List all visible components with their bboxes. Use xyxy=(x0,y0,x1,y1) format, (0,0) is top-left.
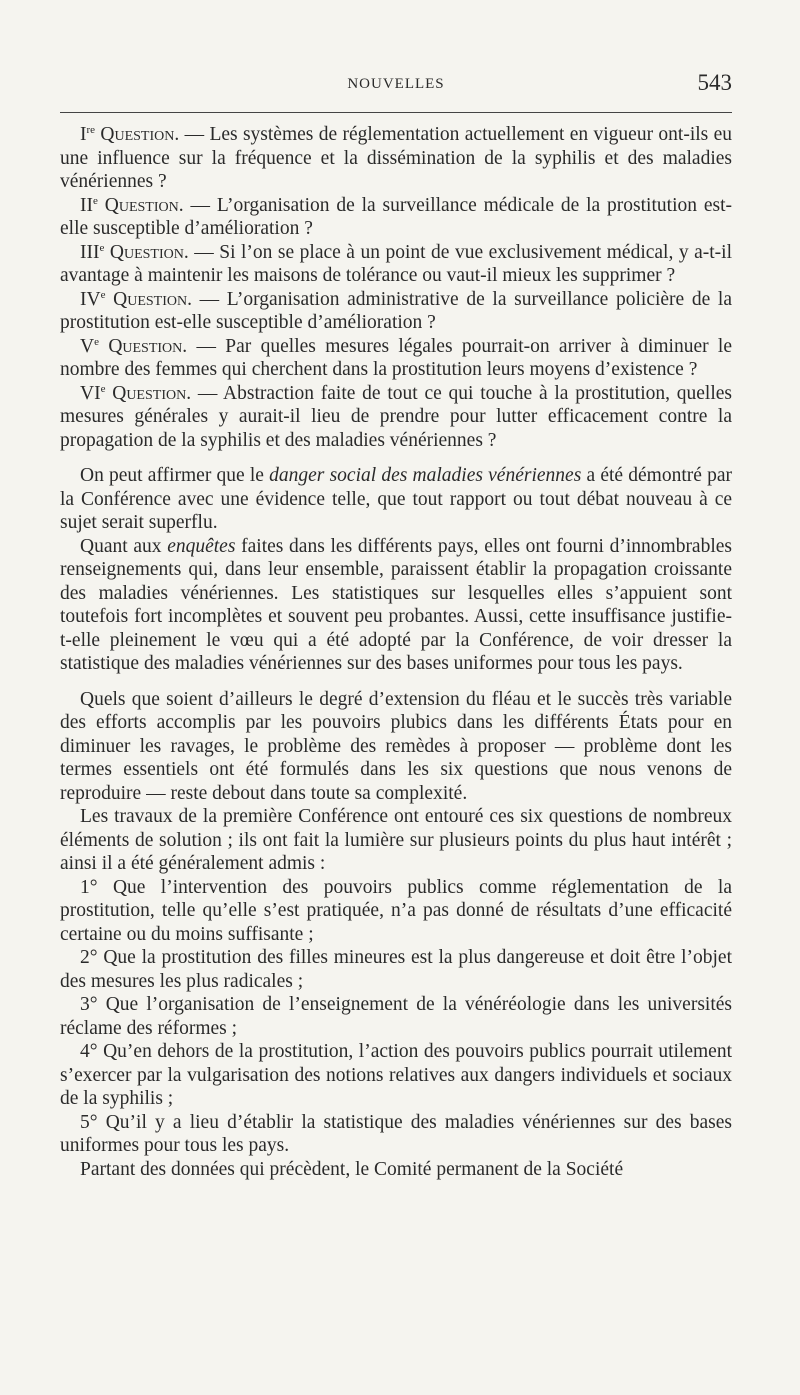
body-text xyxy=(60,123,732,1181)
point-4: 4° Qu’en dehors de la prostitution, l’action des pouvoirs publics pourrait utilement s’exercer par la vulgarisation des notions relatives aux dangers individuels et sociaux de la syphilis ; xyxy=(60,1041,732,1109)
paragraph-fleau: Quels que soient d’ailleurs le degré d’extension du fléau et le succès très variable des efforts accomplis par les pouvoirs plubics dans les différents États pour en diminuer les ravages, le problème des remèdes à proposer — problème dont les termes essentiels ont été formulés dans les six questions que nous venons de reproduire — reste debout dans toute sa complexité. xyxy=(60,688,732,804)
question-5: Ve Question. — Par quelles mesures légales pourrait-on arriver à diminuer le nombre des femmes qui cherchent dans la prostitution leurs moyens d’existence ? xyxy=(60,335,732,380)
question-1: Ire Question. — Les systèmes de réglementation actuellement en vigueur ont-ils eu une influence sur la fréquence et la dissémination de la syphilis et des maladies vénériennes ? xyxy=(60,124,733,192)
question-4: IVe Question. — L’organisation administrative de la surveillance policière de la prostitution est-elle susceptible d’amélioration ? xyxy=(60,288,733,333)
point-3: 3° Que l’organisation de l’enseignement de la vénéréologie dans les universités réclame des réformes ; xyxy=(60,994,732,1039)
running-head: NOUVELLES xyxy=(347,76,445,92)
question-2: IIe Question. — L’organisation de la surveillance médicale de la prostitution est-elle susceptible d’amélioration ? xyxy=(60,194,733,239)
question-3: IIIe Question. — Si l’on se place à un point de vue exclusivement médical, y a-t-il avantage à maintenir les maisons de tolérance ou vaut-il mieux les supprimer ? xyxy=(60,241,732,286)
header-rule xyxy=(60,112,732,113)
page-number: 543 xyxy=(697,70,732,95)
point-1: 1° Que l’intervention des pouvoirs publics comme réglementation de la prostitution, telle qu’elle s’est pratiquée, n’a pas donné de résultats d’une efficacité certaine ou du moins suffisante ; xyxy=(60,876,732,945)
question-6: VIe Question. — Abstraction faite de tout ce qui touche à la prostitution, quelles mesures générales y aurait-il lieu de prendre pour lutter efficacement contre la propagation de la syphilis et des maladies vénériennes ? xyxy=(60,382,732,451)
page-header xyxy=(60,70,732,100)
paragraph-comite: Partant des données qui précèdent, le Comité permanent de la Société xyxy=(80,1158,624,1180)
paragraph-enquetes: Quant aux enquêtes faites dans les différents pays, elles ont fourni d’innombrables renseignements qui, dans leur ensemble, paraissent établir la propagation croissante des maladies vénériennes. Les statistiques sur lesquelles elles s’appuient sont toutefois fort incomplètes et souvent peu probantes. Aussi, cette insuffisance justifie-t-elle pleinement le vœu qui a été adopté par la Conférence, de voir dresser la statistique des maladies vénériennes sur des bases uniformes pour tous les pays. xyxy=(60,535,732,674)
paragraph-danger-social: On peut affirmer que le danger social des maladies vénériennes a été démontré par la Conférence avec une évidence telle, que tout rapport ou tout débat nouveau à ce sujet serait superflu. xyxy=(60,465,732,533)
paragraph-travaux: Les travaux de la première Conférence ont entouré ces six questions de nombreux éléments de solution ; ils ont fait la lumière sur plusieurs points du plus haut intérêt ; ainsi il a été généralement admis : xyxy=(60,806,732,874)
point-5: 5° Qu’il y a lieu d’établir la statistique des maladies vénériennes sur des bases uniformes pour tous les pays. xyxy=(60,1111,732,1156)
point-2: 2° Que la prostitution des filles mineures est la plus dangereuse et doit être l’objet des mesures les plus radicales ; xyxy=(60,947,732,992)
